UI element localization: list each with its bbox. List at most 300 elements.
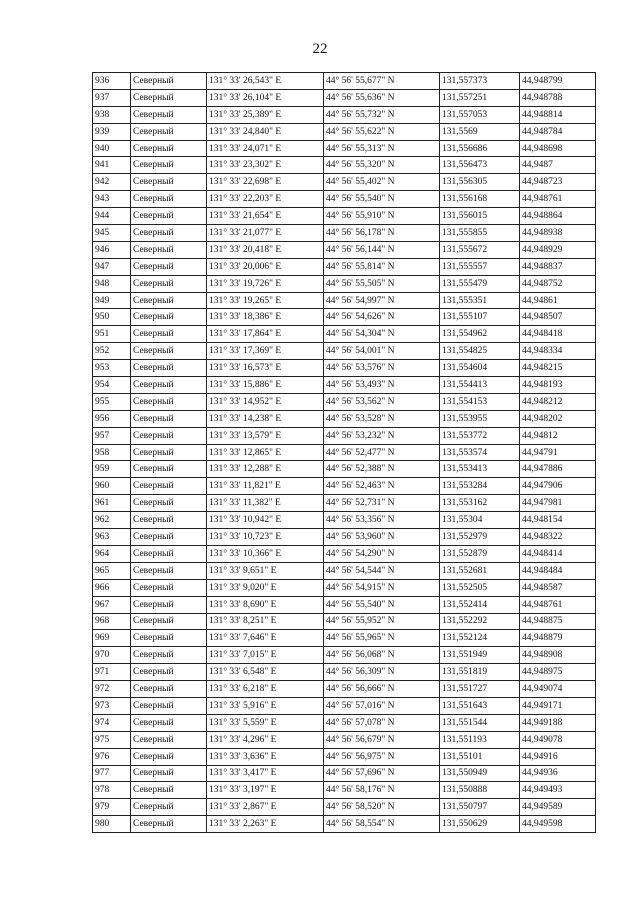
- latitude-dms-cell: 44° 56' 58,176" N: [324, 782, 440, 799]
- latitude-dms-cell: 44° 56' 53,493" N: [324, 377, 440, 394]
- latitude-dms-cell: 44° 56' 52,388" N: [324, 461, 440, 478]
- direction-cell: Северный: [131, 225, 207, 242]
- direction-cell: Северный: [131, 579, 207, 596]
- longitude-decimal-cell: 131,557251: [440, 89, 520, 106]
- latitude-decimal-cell: 44,948929: [520, 241, 596, 258]
- longitude-dms-cell: 131° 33' 22,203" E: [207, 191, 324, 208]
- latitude-decimal-cell: 44,948723: [520, 174, 596, 191]
- longitude-dms-cell: 131° 33' 9,020" E: [207, 579, 324, 596]
- latitude-dms-cell: 44° 56' 55,636" N: [324, 89, 440, 106]
- point-number-cell: 978: [93, 782, 131, 799]
- table-row: [93, 714, 596, 731]
- latitude-decimal-cell: 44,948837: [520, 258, 596, 275]
- point-number-cell: 975: [93, 731, 131, 748]
- direction-cell: Северный: [131, 241, 207, 258]
- table-row: [93, 123, 596, 140]
- direction-cell: Северный: [131, 360, 207, 377]
- latitude-dms-cell: 44° 56' 55,402" N: [324, 174, 440, 191]
- latitude-decimal-cell: 44,94791: [520, 444, 596, 461]
- latitude-decimal-cell: 44,948908: [520, 647, 596, 664]
- longitude-decimal-cell: 131,556305: [440, 174, 520, 191]
- longitude-dms-cell: 131° 33' 2,867" E: [207, 799, 324, 816]
- direction-cell: Северный: [131, 444, 207, 461]
- direction-cell: Северный: [131, 613, 207, 630]
- latitude-decimal-cell: 44,949074: [520, 681, 596, 698]
- longitude-dms-cell: 131° 33' 18,386" E: [207, 309, 324, 326]
- longitude-decimal-cell: 131,553162: [440, 495, 520, 512]
- table-row: [93, 427, 596, 444]
- direction-cell: Северный: [131, 495, 207, 512]
- direction-cell: Северный: [131, 174, 207, 191]
- longitude-dms-cell: 131° 33' 11,821" E: [207, 478, 324, 495]
- table-row: [93, 292, 596, 309]
- table-row: [93, 191, 596, 208]
- latitude-decimal-cell: 44,948875: [520, 613, 596, 630]
- longitude-dms-cell: 131° 33' 5,559" E: [207, 714, 324, 731]
- direction-cell: Северный: [131, 89, 207, 106]
- latitude-decimal-cell: 44,948814: [520, 106, 596, 123]
- point-number-cell: 965: [93, 562, 131, 579]
- latitude-decimal-cell: 44,948418: [520, 326, 596, 343]
- coordinates-table: [92, 72, 596, 833]
- coordinates-table-body: [93, 73, 596, 833]
- table-row: [93, 816, 596, 833]
- longitude-dms-cell: 131° 33' 3,636" E: [207, 748, 324, 765]
- longitude-dms-cell: 131° 33' 16,573" E: [207, 360, 324, 377]
- latitude-dms-cell: 44° 56' 52,463" N: [324, 478, 440, 495]
- direction-cell: Северный: [131, 258, 207, 275]
- latitude-decimal-cell: 44,948799: [520, 73, 596, 90]
- longitude-dms-cell: 131° 33' 9,651" E: [207, 562, 324, 579]
- table-row: [93, 410, 596, 427]
- point-number-cell: 969: [93, 630, 131, 647]
- point-number-cell: 939: [93, 123, 131, 140]
- longitude-decimal-cell: 131,55101: [440, 748, 520, 765]
- direction-cell: Северный: [131, 529, 207, 546]
- longitude-dms-cell: 131° 33' 8,251" E: [207, 613, 324, 630]
- latitude-decimal-cell: 44,949078: [520, 731, 596, 748]
- latitude-dms-cell: 44° 56' 54,001" N: [324, 343, 440, 360]
- latitude-dms-cell: 44° 56' 56,975" N: [324, 748, 440, 765]
- table-row: [93, 748, 596, 765]
- point-number-cell: 962: [93, 512, 131, 529]
- longitude-dms-cell: 131° 33' 11,382" E: [207, 495, 324, 512]
- longitude-decimal-cell: 131,550888: [440, 782, 520, 799]
- point-number-cell: 954: [93, 377, 131, 394]
- latitude-decimal-cell: 44,948879: [520, 630, 596, 647]
- longitude-decimal-cell: 131,551949: [440, 647, 520, 664]
- table-row: [93, 545, 596, 562]
- point-number-cell: 958: [93, 444, 131, 461]
- point-number-cell: 947: [93, 258, 131, 275]
- longitude-decimal-cell: 131,551544: [440, 714, 520, 731]
- table-row: [93, 444, 596, 461]
- latitude-dms-cell: 44° 56' 55,313" N: [324, 140, 440, 157]
- latitude-decimal-cell: 44,949589: [520, 799, 596, 816]
- point-number-cell: 953: [93, 360, 131, 377]
- longitude-decimal-cell: 131,553284: [440, 478, 520, 495]
- latitude-dms-cell: 44° 56' 55,732" N: [324, 106, 440, 123]
- point-number-cell: 973: [93, 697, 131, 714]
- latitude-decimal-cell: 44,948788: [520, 89, 596, 106]
- table-row: [93, 512, 596, 529]
- point-number-cell: 972: [93, 681, 131, 698]
- longitude-dms-cell: 131° 33' 14,238" E: [207, 410, 324, 427]
- latitude-dms-cell: 44° 56' 55,505" N: [324, 275, 440, 292]
- direction-cell: Северный: [131, 478, 207, 495]
- point-number-cell: 946: [93, 241, 131, 258]
- direction-cell: Северный: [131, 512, 207, 529]
- point-number-cell: 976: [93, 748, 131, 765]
- table-row: [93, 326, 596, 343]
- longitude-decimal-cell: 131,552681: [440, 562, 520, 579]
- direction-cell: Северный: [131, 714, 207, 731]
- latitude-decimal-cell: 44,948215: [520, 360, 596, 377]
- table-row: [93, 140, 596, 157]
- longitude-dms-cell: 131° 33' 25,389" E: [207, 106, 324, 123]
- latitude-dms-cell: 44° 56' 53,960" N: [324, 529, 440, 546]
- latitude-dms-cell: 44° 56' 53,528" N: [324, 410, 440, 427]
- direction-cell: Северный: [131, 596, 207, 613]
- latitude-decimal-cell: 44,9487: [520, 157, 596, 174]
- latitude-dms-cell: 44° 56' 56,144" N: [324, 241, 440, 258]
- longitude-decimal-cell: 131,552505: [440, 579, 520, 596]
- longitude-decimal-cell: 131,551819: [440, 664, 520, 681]
- table-row: [93, 377, 596, 394]
- point-number-cell: 937: [93, 89, 131, 106]
- latitude-dms-cell: 44° 56' 54,290" N: [324, 545, 440, 562]
- direction-cell: Северный: [131, 799, 207, 816]
- point-number-cell: 956: [93, 410, 131, 427]
- point-number-cell: 974: [93, 714, 131, 731]
- table-row: [93, 630, 596, 647]
- latitude-dms-cell: 44° 56' 56,068" N: [324, 647, 440, 664]
- latitude-dms-cell: 44° 56' 52,731" N: [324, 495, 440, 512]
- latitude-dms-cell: 44° 56' 54,544" N: [324, 562, 440, 579]
- longitude-decimal-cell: 131,557373: [440, 73, 520, 90]
- direction-cell: Северный: [131, 427, 207, 444]
- direction-cell: Северный: [131, 545, 207, 562]
- direction-cell: Северный: [131, 377, 207, 394]
- longitude-decimal-cell: 131,554825: [440, 343, 520, 360]
- point-number-cell: 955: [93, 393, 131, 410]
- point-number-cell: 951: [93, 326, 131, 343]
- point-number-cell: 941: [93, 157, 131, 174]
- longitude-decimal-cell: 131,551727: [440, 681, 520, 698]
- latitude-decimal-cell: 44,948761: [520, 191, 596, 208]
- latitude-decimal-cell: 44,94916: [520, 748, 596, 765]
- latitude-decimal-cell: 44,948864: [520, 208, 596, 225]
- direction-cell: Северный: [131, 681, 207, 698]
- direction-cell: Северный: [131, 292, 207, 309]
- direction-cell: Северный: [131, 410, 207, 427]
- point-number-cell: 964: [93, 545, 131, 562]
- longitude-dms-cell: 131° 33' 20,006" E: [207, 258, 324, 275]
- direction-cell: Северный: [131, 782, 207, 799]
- longitude-dms-cell: 131° 33' 17,864" E: [207, 326, 324, 343]
- latitude-dms-cell: 44° 56' 55,910" N: [324, 208, 440, 225]
- latitude-dms-cell: 44° 56' 55,952" N: [324, 613, 440, 630]
- longitude-decimal-cell: 131,552292: [440, 613, 520, 630]
- table-row: [93, 613, 596, 630]
- latitude-dms-cell: 44° 56' 57,696" N: [324, 765, 440, 782]
- point-number-cell: 980: [93, 816, 131, 833]
- latitude-dms-cell: 44° 56' 53,232" N: [324, 427, 440, 444]
- point-number-cell: 979: [93, 799, 131, 816]
- latitude-decimal-cell: 44,948212: [520, 393, 596, 410]
- longitude-decimal-cell: 131,556015: [440, 208, 520, 225]
- longitude-decimal-cell: 131,552124: [440, 630, 520, 647]
- point-number-cell: 957: [93, 427, 131, 444]
- longitude-decimal-cell: 131,551193: [440, 731, 520, 748]
- latitude-dms-cell: 44° 56' 56,679" N: [324, 731, 440, 748]
- latitude-dms-cell: 44° 56' 57,078" N: [324, 714, 440, 731]
- latitude-decimal-cell: 44,948507: [520, 309, 596, 326]
- point-number-cell: 945: [93, 225, 131, 242]
- table-row: [93, 208, 596, 225]
- latitude-decimal-cell: 44,949493: [520, 782, 596, 799]
- latitude-decimal-cell: 44,947886: [520, 461, 596, 478]
- direction-cell: Северный: [131, 461, 207, 478]
- direction-cell: Северный: [131, 748, 207, 765]
- longitude-decimal-cell: 131,550629: [440, 816, 520, 833]
- longitude-decimal-cell: 131,554153: [440, 393, 520, 410]
- latitude-dms-cell: 44° 56' 55,540" N: [324, 596, 440, 613]
- latitude-dms-cell: 44° 56' 55,540" N: [324, 191, 440, 208]
- longitude-decimal-cell: 131,554413: [440, 377, 520, 394]
- point-number-cell: 949: [93, 292, 131, 309]
- longitude-dms-cell: 131° 33' 14,952" E: [207, 393, 324, 410]
- direction-cell: Северный: [131, 731, 207, 748]
- direction-cell: Северный: [131, 697, 207, 714]
- latitude-decimal-cell: 44,948154: [520, 512, 596, 529]
- direction-cell: Северный: [131, 73, 207, 90]
- longitude-decimal-cell: 131,550797: [440, 799, 520, 816]
- longitude-decimal-cell: 131,555855: [440, 225, 520, 242]
- table-row: [93, 106, 596, 123]
- table-row: [93, 258, 596, 275]
- longitude-decimal-cell: 131,556168: [440, 191, 520, 208]
- table-row: [93, 478, 596, 495]
- direction-cell: Северный: [131, 765, 207, 782]
- longitude-dms-cell: 131° 33' 19,265" E: [207, 292, 324, 309]
- longitude-decimal-cell: 131,555479: [440, 275, 520, 292]
- direction-cell: Северный: [131, 157, 207, 174]
- latitude-dms-cell: 44° 56' 53,562" N: [324, 393, 440, 410]
- table-row: [93, 343, 596, 360]
- longitude-decimal-cell: 131,556473: [440, 157, 520, 174]
- point-number-cell: 940: [93, 140, 131, 157]
- direction-cell: Северный: [131, 562, 207, 579]
- point-number-cell: 948: [93, 275, 131, 292]
- point-number-cell: 936: [93, 73, 131, 90]
- latitude-decimal-cell: 44,947981: [520, 495, 596, 512]
- latitude-dms-cell: 44° 56' 53,576" N: [324, 360, 440, 377]
- latitude-dms-cell: 44° 56' 56,178" N: [324, 225, 440, 242]
- latitude-dms-cell: 44° 56' 55,965" N: [324, 630, 440, 647]
- latitude-decimal-cell: 44,948761: [520, 596, 596, 613]
- point-number-cell: 944: [93, 208, 131, 225]
- latitude-decimal-cell: 44,949188: [520, 714, 596, 731]
- table-row: [93, 765, 596, 782]
- latitude-decimal-cell: 44,947906: [520, 478, 596, 495]
- table-row: [93, 647, 596, 664]
- point-number-cell: 960: [93, 478, 131, 495]
- direction-cell: Северный: [131, 326, 207, 343]
- table-row: [93, 275, 596, 292]
- latitude-decimal-cell: 44,948322: [520, 529, 596, 546]
- longitude-dms-cell: 131° 33' 3,197" E: [207, 782, 324, 799]
- longitude-dms-cell: 131° 33' 17,369" E: [207, 343, 324, 360]
- page-number: 22: [312, 41, 328, 57]
- longitude-dms-cell: 131° 33' 15,886" E: [207, 377, 324, 394]
- table-row: [93, 73, 596, 90]
- point-number-cell: 967: [93, 596, 131, 613]
- direction-cell: Северный: [131, 140, 207, 157]
- longitude-dms-cell: 131° 33' 8,690" E: [207, 596, 324, 613]
- longitude-dms-cell: 131° 33' 6,218" E: [207, 681, 324, 698]
- direction-cell: Северный: [131, 343, 207, 360]
- table-row: [93, 529, 596, 546]
- latitude-dms-cell: 44° 56' 54,626" N: [324, 309, 440, 326]
- table-row: [93, 579, 596, 596]
- latitude-decimal-cell: 44,948752: [520, 275, 596, 292]
- longitude-decimal-cell: 131,554962: [440, 326, 520, 343]
- longitude-dms-cell: 131° 33' 23,302" E: [207, 157, 324, 174]
- longitude-decimal-cell: 131,552979: [440, 529, 520, 546]
- longitude-dms-cell: 131° 33' 22,698" E: [207, 174, 324, 191]
- latitude-decimal-cell: 44,94812: [520, 427, 596, 444]
- latitude-dms-cell: 44° 56' 52,477" N: [324, 444, 440, 461]
- point-number-cell: 963: [93, 529, 131, 546]
- longitude-dms-cell: 131° 33' 24,071" E: [207, 140, 324, 157]
- longitude-dms-cell: 131° 33' 12,865" E: [207, 444, 324, 461]
- table-row: [93, 89, 596, 106]
- point-number-cell: 942: [93, 174, 131, 191]
- longitude-dms-cell: 131° 33' 3,417" E: [207, 765, 324, 782]
- latitude-dms-cell: 44° 56' 55,320" N: [324, 157, 440, 174]
- latitude-dms-cell: 44° 56' 56,309" N: [324, 664, 440, 681]
- latitude-decimal-cell: 44,94861: [520, 292, 596, 309]
- latitude-dms-cell: 44° 56' 54,997" N: [324, 292, 440, 309]
- direction-cell: Северный: [131, 106, 207, 123]
- direction-cell: Северный: [131, 630, 207, 647]
- direction-cell: Северный: [131, 664, 207, 681]
- point-number-cell: 938: [93, 106, 131, 123]
- latitude-decimal-cell: 44,948202: [520, 410, 596, 427]
- longitude-dms-cell: 131° 33' 26,104" E: [207, 89, 324, 106]
- direction-cell: Северный: [131, 816, 207, 833]
- latitude-decimal-cell: 44,948334: [520, 343, 596, 360]
- longitude-decimal-cell: 131,553413: [440, 461, 520, 478]
- table-row: [93, 225, 596, 242]
- longitude-dms-cell: 131° 33' 26,543" E: [207, 73, 324, 90]
- point-number-cell: 968: [93, 613, 131, 630]
- direction-cell: Северный: [131, 393, 207, 410]
- longitude-decimal-cell: 131,552414: [440, 596, 520, 613]
- point-number-cell: 970: [93, 647, 131, 664]
- longitude-dms-cell: 131° 33' 7,015" E: [207, 647, 324, 664]
- point-number-cell: 943: [93, 191, 131, 208]
- table-row: [93, 495, 596, 512]
- longitude-dms-cell: 131° 33' 10,723" E: [207, 529, 324, 546]
- latitude-decimal-cell: 44,948938: [520, 225, 596, 242]
- longitude-decimal-cell: 131,555557: [440, 258, 520, 275]
- latitude-dms-cell: 44° 56' 55,814" N: [324, 258, 440, 275]
- longitude-decimal-cell: 131,550949: [440, 765, 520, 782]
- latitude-dms-cell: 44° 56' 55,622" N: [324, 123, 440, 140]
- longitude-decimal-cell: 131,553574: [440, 444, 520, 461]
- longitude-decimal-cell: 131,552879: [440, 545, 520, 562]
- longitude-dms-cell: 131° 33' 10,942" E: [207, 512, 324, 529]
- longitude-decimal-cell: 131,553772: [440, 427, 520, 444]
- direction-cell: Северный: [131, 123, 207, 140]
- longitude-decimal-cell: 131,555672: [440, 241, 520, 258]
- latitude-decimal-cell: 44,948784: [520, 123, 596, 140]
- point-number-cell: 971: [93, 664, 131, 681]
- longitude-dms-cell: 131° 33' 2,263" E: [207, 816, 324, 833]
- direction-cell: Северный: [131, 647, 207, 664]
- direction-cell: Северный: [131, 275, 207, 292]
- table-row: [93, 681, 596, 698]
- latitude-dms-cell: 44° 56' 58,554" N: [324, 816, 440, 833]
- latitude-dms-cell: 44° 56' 53,356" N: [324, 512, 440, 529]
- longitude-decimal-cell: 131,551643: [440, 697, 520, 714]
- table-row: [93, 664, 596, 681]
- table-row: [93, 174, 596, 191]
- latitude-dms-cell: 44° 56' 57,016" N: [324, 697, 440, 714]
- point-number-cell: 966: [93, 579, 131, 596]
- latitude-decimal-cell: 44,948193: [520, 377, 596, 394]
- longitude-dms-cell: 131° 33' 24,840" E: [207, 123, 324, 140]
- point-number-cell: 959: [93, 461, 131, 478]
- longitude-decimal-cell: 131,555107: [440, 309, 520, 326]
- longitude-decimal-cell: 131,557053: [440, 106, 520, 123]
- longitude-dms-cell: 131° 33' 20,418" E: [207, 241, 324, 258]
- longitude-dms-cell: 131° 33' 21,654" E: [207, 208, 324, 225]
- direction-cell: Северный: [131, 208, 207, 225]
- table-row: [93, 799, 596, 816]
- table-row: [93, 562, 596, 579]
- longitude-dms-cell: 131° 33' 4,296" E: [207, 731, 324, 748]
- longitude-dms-cell: 131° 33' 10,366" E: [207, 545, 324, 562]
- longitude-decimal-cell: 131,5569: [440, 123, 520, 140]
- table-row: [93, 393, 596, 410]
- longitude-decimal-cell: 131,553955: [440, 410, 520, 427]
- direction-cell: Северный: [131, 191, 207, 208]
- table-row: [93, 309, 596, 326]
- longitude-dms-cell: 131° 33' 12,288" E: [207, 461, 324, 478]
- latitude-dms-cell: 44° 56' 54,915" N: [324, 579, 440, 596]
- direction-cell: Северный: [131, 309, 207, 326]
- latitude-decimal-cell: 44,949171: [520, 697, 596, 714]
- longitude-dms-cell: 131° 33' 7,646" E: [207, 630, 324, 647]
- longitude-dms-cell: 131° 33' 13,579" E: [207, 427, 324, 444]
- longitude-decimal-cell: 131,554604: [440, 360, 520, 377]
- longitude-decimal-cell: 131,55304: [440, 512, 520, 529]
- latitude-decimal-cell: 44,948975: [520, 664, 596, 681]
- latitude-decimal-cell: 44,949598: [520, 816, 596, 833]
- latitude-dms-cell: 44° 56' 55,677" N: [324, 73, 440, 90]
- point-number-cell: 961: [93, 495, 131, 512]
- latitude-decimal-cell: 44,948414: [520, 545, 596, 562]
- longitude-dms-cell: 131° 33' 21,077" E: [207, 225, 324, 242]
- table-row: [93, 461, 596, 478]
- longitude-decimal-cell: 131,555351: [440, 292, 520, 309]
- point-number-cell: 952: [93, 343, 131, 360]
- table-row: [93, 241, 596, 258]
- latitude-dms-cell: 44° 56' 58,520" N: [324, 799, 440, 816]
